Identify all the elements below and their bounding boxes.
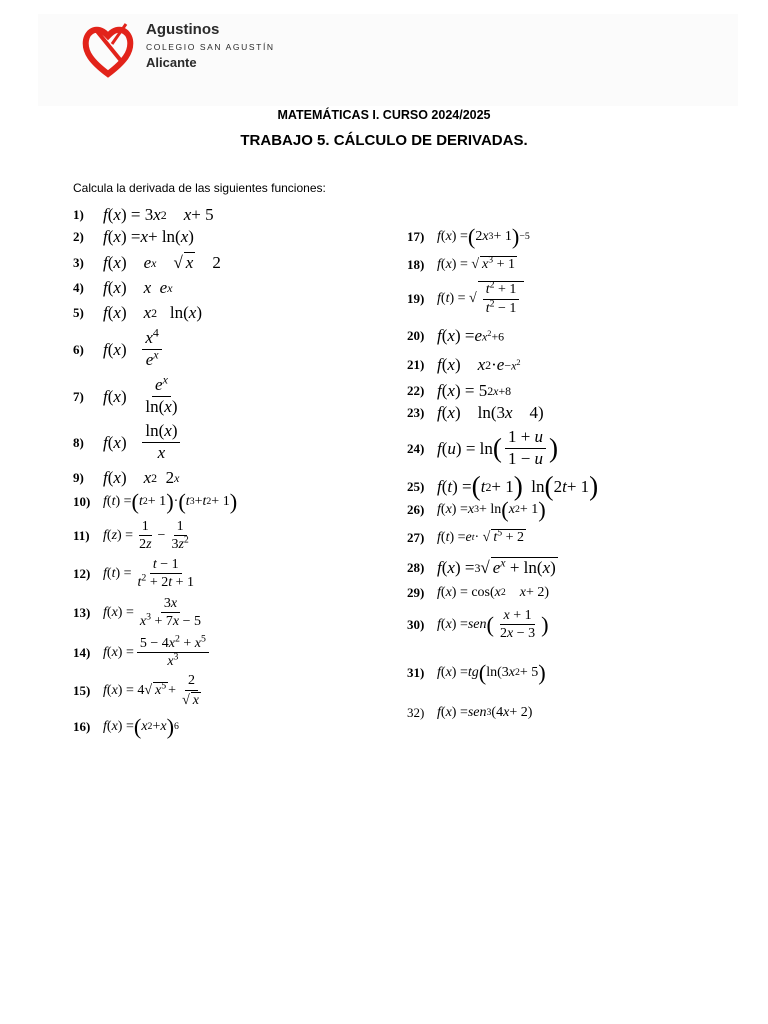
- school-logo-heart-icon: [82, 22, 134, 78]
- school-city: Alicante: [146, 54, 197, 70]
- exercise-27: 27) f ( t ) = e t · √ $t^5 + 2$: [407, 527, 525, 545]
- exercise-29: 29) f ( x ) = cos( x 2 x + 2): [407, 584, 550, 600]
- exercise-32: 32) f ( x ) = sen 3 (4 x + 2): [407, 704, 533, 720]
- course-heading: MATEMÁTICAS I. CURSO 2024/2025: [277, 108, 491, 122]
- exercise-15: 15) f ( x ) = 4√ $x^5$ + 2 √ x: [73, 673, 199, 708]
- school-subtitle: COLEGIO SAN AGUSTÍN: [146, 42, 275, 52]
- exercise-5: 5) f ( x ) x 2 ln( x ): [73, 302, 202, 322]
- exercise-28: 28) f ( x ) = 3 √ $e^x + \ln(x)$: [407, 555, 556, 577]
- exercise-24: 24) f ( u ) = ln ( 1 + u 1 − u ): [407, 427, 559, 468]
- school-name-block: [146, 22, 275, 69]
- exercise-8: 8) f ( x ) ln(x) x: [73, 442, 183, 443]
- school-name: Agustinos: [146, 21, 220, 38]
- page-title: TRABAJO 5. CÁLCULO DE DERIVADAS.: [240, 132, 528, 149]
- instruction: Calcula la derivada de las siguientes funciones:: [73, 181, 326, 195]
- exercise-16: 16) f ( x ) = ( x 2 + x ) 6: [73, 713, 179, 739]
- exercise-3: 3) f ( x ) e x √ x 2: [73, 252, 221, 272]
- exercise-17: 17) f ( x ) = ( 2 x 3 + 1 ) −5: [407, 223, 530, 249]
- exercise-30: 30) f ( x ) = sen ( x + 1 2x − 3 ): [407, 607, 549, 641]
- exercise-25: 25) f ( t ) = ( t 2 + 1 ) ln ( 2 t + 1 ): [407, 470, 599, 501]
- exercise-2: 2) f ( x ) = x + ln( x ): [73, 226, 194, 246]
- exercise-19: 19) f ( t ) = √ $\frac{t^2 + 1}{t^2 - 1}$: [407, 298, 524, 299]
- exercise-1: 1) f ( x ) = 3 x 2 x + 5: [73, 204, 214, 224]
- header-band: [38, 14, 738, 106]
- exercise-22: 22) f ( x ) = 5 2x+8: [407, 380, 512, 400]
- exercise-31: 31) f ( x ) = tg ( ln(3 x 2 + 5 ): [407, 659, 546, 685]
- exercise-6: 6) f ( x ) $x^4$ $e^x$: [73, 349, 165, 350]
- exercise-11: 11) f ( z ) = 1 2z − 1 $3z^2$: [73, 518, 189, 552]
- exercise-13: 13) f ( x ) = 3x $x^3 + 7x - 5$: [73, 595, 201, 629]
- exercise-10: 10) f ( t ) = ( t 2 + 1 ) · ( t 3 + t 2 + 1 ): [73, 488, 238, 514]
- exercise-4: 4) f ( x ) x e x: [73, 277, 173, 297]
- exercise-23: 23) f ( x ) ln(3 x 4): [407, 402, 544, 422]
- exercise-9: 9) f ( x ) x 2 2 x: [73, 467, 180, 487]
- exercise-21: 21) f ( x ) x 2 · e $-x^2$: [407, 354, 521, 374]
- exercise-18: 18) f ( x ) = √ $x^3 + 1$: [407, 254, 516, 272]
- exercise-20: 20) f ( x ) = e $x^2+6$: [407, 325, 505, 345]
- exercise-14: 14) f ( x ) = $5 - 4x^2 + x^5$ $x^3$: [73, 652, 212, 653]
- exercise-7: 7) f ( x ) $e^x$ ln(x): [73, 372, 178, 416]
- exercise-12: 12) f ( t ) = t − 1 $t^2 + 2t + 1$: [73, 556, 195, 590]
- exercise-26: 26) f ( x ) = x 3 + ln ( x 2 + 1 ): [407, 496, 546, 522]
